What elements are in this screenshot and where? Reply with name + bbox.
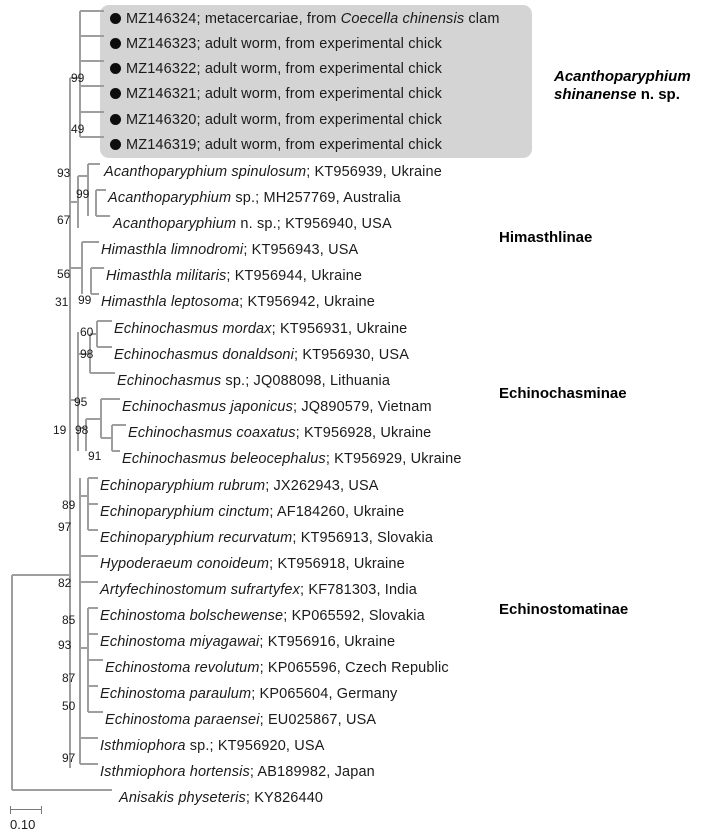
accession-number: MZ146321 [126, 86, 197, 102]
taxon-label-echinochasmus-beleocephalus [122, 451, 462, 467]
accession-and-locality: ; KT956930, USA [294, 347, 410, 363]
bootstrap-value-boot-91: 91 [88, 449, 102, 463]
group-label-acanthoparyphium-shinanense [554, 68, 691, 104]
group-label-genus: Acanthoparyphium [554, 68, 691, 85]
host-suffix-text: clam [464, 11, 500, 27]
taxon-label-himasthla-militaris [106, 268, 362, 284]
taxon-label-mz146322 [110, 61, 442, 77]
taxon-label-echinoparyphium-rubrum [100, 478, 379, 494]
species-name: Echinochasmus japonicus [122, 399, 293, 415]
taxon-label-echinostoma-miyagawai [100, 634, 395, 650]
accession-and-locality: ; KT956916, Ukraine [259, 634, 396, 650]
species-name: Echinostoma paraulum [100, 686, 252, 702]
species-name: Echinochasmus beleocephalus [122, 451, 326, 467]
species-name: Acanthoparyphium spinulosum [104, 164, 307, 180]
species-name: Hypoderaeum conoideum [100, 556, 270, 572]
specimen-dot-icon [110, 139, 121, 150]
bootstrap-value-boot-98-coax: 98 [75, 423, 89, 437]
taxon-label-echinostoma-paraensei [105, 712, 376, 728]
taxon-label-himasthla-leptosoma [101, 294, 375, 310]
taxon-label-echinostoma-paraulum [100, 686, 397, 702]
taxon-label-isthmiophora-hortensis [100, 764, 375, 780]
taxon-label-mz146319 [110, 137, 442, 153]
group-label-epithet: shinanense [554, 86, 637, 103]
bootstrap-value-boot-99-himas: 99 [78, 293, 92, 307]
species-name: Himasthla militaris [106, 268, 227, 284]
accession-and-locality: ; KT956943, USA [243, 242, 359, 258]
bootstrap-value-boot-99-top: 99 [71, 71, 85, 85]
accession-number: MZ146322 [126, 61, 197, 77]
accession-and-locality: ; KF781303, India [300, 582, 417, 598]
bootstrap-value-boot-50: 50 [62, 699, 76, 713]
specimen-dot-icon [110, 38, 121, 49]
taxon-label-anisakis-physeteris [119, 790, 323, 806]
scale-bar-label: 0.10 [10, 817, 36, 832]
group-label-himasthlinae: Himasthlinae [499, 229, 593, 246]
taxon-label-hypoderaeum-conoideum [100, 556, 405, 572]
new-species-clade-highlight [100, 5, 532, 158]
species-name: Artyfechinostomum sufrartyfex [100, 582, 301, 598]
accession-and-locality: sp.; MH257769, Australia [231, 190, 401, 206]
host-species-name: Coecella chinensis [340, 11, 465, 27]
species-name: Echinoparyphium rubrum [100, 478, 266, 494]
accession-and-locality: ; KT956913, Slovakia [292, 530, 434, 546]
accession-and-locality: ; KY826440 [245, 790, 324, 806]
species-name: Echinochasmus mordax [114, 321, 272, 337]
taxon-label-mz146324 [110, 11, 500, 27]
species-name: Echinochasmus donaldsoni [114, 347, 295, 363]
taxon-label-echinostoma-bolschewense [100, 608, 425, 624]
accession-number: MZ146323 [126, 36, 197, 52]
accession-number: MZ146324 [126, 11, 197, 27]
taxon-label-acanthoparyphium-spinulosum [104, 164, 442, 180]
taxon-label-acanthoparyphium-sp-mh257769 [108, 190, 401, 206]
group-label-echinochasminae: Echinochasminae [499, 385, 627, 402]
bootstrap-value-boot-93-miya: 93 [58, 638, 72, 652]
species-name: Echinostoma paraensei [105, 712, 260, 728]
taxon-label-echinochasmus-sp-jq088098 [117, 373, 390, 389]
taxon-source-text: ; adult worm, from experimental chick [196, 61, 442, 77]
taxon-label-echinoparyphium-recurvatum [100, 530, 433, 546]
bootstrap-value-boot-97-echpar: 97 [58, 520, 72, 534]
group-label-echinostomatinae: Echinostomatinae [499, 601, 629, 618]
taxon-label-isthmiophora-sp-kt956920 [100, 738, 325, 754]
taxon-label-acanthoparyphium-n-sp-kt956940 [113, 216, 392, 232]
taxon-source-text: ; adult worm, from experimental chick [196, 36, 442, 52]
species-name: Echinostoma bolschewense [100, 608, 284, 624]
bootstrap-value-boot-97-isth: 97 [62, 751, 76, 765]
scale-bar-rule [10, 809, 42, 810]
taxon-label-echinochasmus-japonicus [122, 399, 432, 415]
taxon-label-echinoparyphium-cinctum [100, 504, 404, 520]
species-name: Acanthoparyphium [113, 216, 237, 232]
bootstrap-value-boot-67: 67 [57, 213, 71, 227]
accession-and-locality: ; KP065596, Czech Republic [259, 660, 449, 676]
species-name: Isthmiophora hortensis [100, 764, 250, 780]
bootstrap-value-boot-49: 49 [71, 122, 85, 136]
accession-and-locality: ; AF184260, Ukraine [269, 504, 405, 520]
accession-number: MZ146319 [126, 137, 197, 153]
taxon-source-text: ; adult worm, from experimental chick [196, 137, 442, 153]
taxon-label-echinochasmus-mordax [114, 321, 407, 337]
accession-and-locality: ; KT956918, Ukraine [269, 556, 405, 572]
taxon-label-mz146320 [110, 112, 442, 128]
accession-and-locality: ; KP065592, Slovakia [283, 608, 425, 624]
bootstrap-value-boot-99-acanth: 99 [76, 187, 90, 201]
taxon-label-mz146323 [110, 36, 442, 52]
bootstrap-value-boot-19: 19 [53, 423, 67, 437]
accession-and-locality: ; KT956939, Ukraine [306, 164, 442, 180]
accession-and-locality: ; KT956942, Ukraine [239, 294, 375, 310]
scale-bar [10, 806, 42, 832]
bootstrap-value-boot-95: 95 [74, 395, 88, 409]
accession-and-locality: ; KP065604, Germany [251, 686, 398, 702]
bootstrap-value-boot-56: 56 [57, 267, 71, 281]
accession-and-locality: sp.; JQ088098, Lithuania [221, 373, 391, 389]
species-name: Anisakis physeteris [119, 790, 246, 806]
accession-number: MZ146320 [126, 112, 197, 128]
species-name: Acanthoparyphium [108, 190, 232, 206]
taxon-label-artyfechinostomum-sufrartyfex [100, 582, 417, 598]
taxon-source-text: ; metacercariae, from [196, 11, 341, 27]
taxon-label-echinostoma-revolutum [105, 660, 449, 676]
accession-and-locality: ; JX262943, USA [265, 478, 379, 494]
bootstrap-value-boot-60: 60 [80, 325, 94, 339]
accession-and-locality: ; KT956944, Ukraine [226, 268, 363, 284]
species-name: Echinoparyphium recurvatum [100, 530, 293, 546]
species-name: Himasthla limnodromi [101, 242, 244, 258]
specimen-dot-icon [110, 13, 121, 24]
taxon-label-echinochasmus-coaxatus [128, 425, 431, 441]
specimen-dot-icon [110, 114, 121, 125]
group-label-species-line [554, 86, 691, 104]
bootstrap-value-boot-93: 93 [57, 166, 71, 180]
scale-bar-line [10, 806, 42, 814]
bootstrap-value-boot-87: 87 [62, 671, 76, 685]
species-name: Isthmiophora [100, 738, 186, 754]
accession-and-locality: sp.; KT956920, USA [185, 738, 325, 754]
accession-and-locality: ; EU025867, USA [259, 712, 377, 728]
accession-and-locality: n. sp.; KT956940, USA [236, 216, 392, 232]
bootstrap-value-boot-82: 82 [58, 576, 72, 590]
specimen-dot-icon [110, 63, 121, 74]
bootstrap-value-boot-31: 31 [55, 295, 69, 309]
species-name: Echinochasmus [117, 373, 222, 389]
specimen-dot-icon [110, 88, 121, 99]
accession-and-locality: ; JQ890579, Vietnam [292, 399, 432, 415]
bootstrap-value-boot-98-echino: 98 [80, 347, 94, 361]
species-name: Echinochasmus coaxatus [128, 425, 296, 441]
accession-and-locality: ; AB189982, Japan [249, 764, 375, 780]
taxon-source-text: ; adult worm, from experimental chick [196, 86, 442, 102]
bootstrap-value-boot-89: 89 [62, 498, 76, 512]
species-name: Himasthla leptosoma [101, 294, 240, 310]
species-name: Echinoparyphium cinctum [100, 504, 270, 520]
accession-and-locality: ; KT956928, Ukraine [295, 425, 432, 441]
species-name: Echinostoma miyagawai [100, 634, 260, 650]
taxon-label-himasthla-limnodromi [101, 242, 358, 258]
group-label-nsp: n. sp. [636, 86, 680, 103]
accession-and-locality: ; KT956931, Ukraine [271, 321, 408, 337]
taxon-source-text: ; adult worm, from experimental chick [196, 112, 442, 128]
bootstrap-value-boot-85: 85 [62, 613, 76, 627]
taxon-label-mz146321 [110, 86, 442, 102]
accession-and-locality: ; KT956929, Ukraine [325, 451, 462, 467]
species-name: Echinostoma revolutum [105, 660, 260, 676]
taxon-label-echinochasmus-donaldsoni [114, 347, 409, 363]
